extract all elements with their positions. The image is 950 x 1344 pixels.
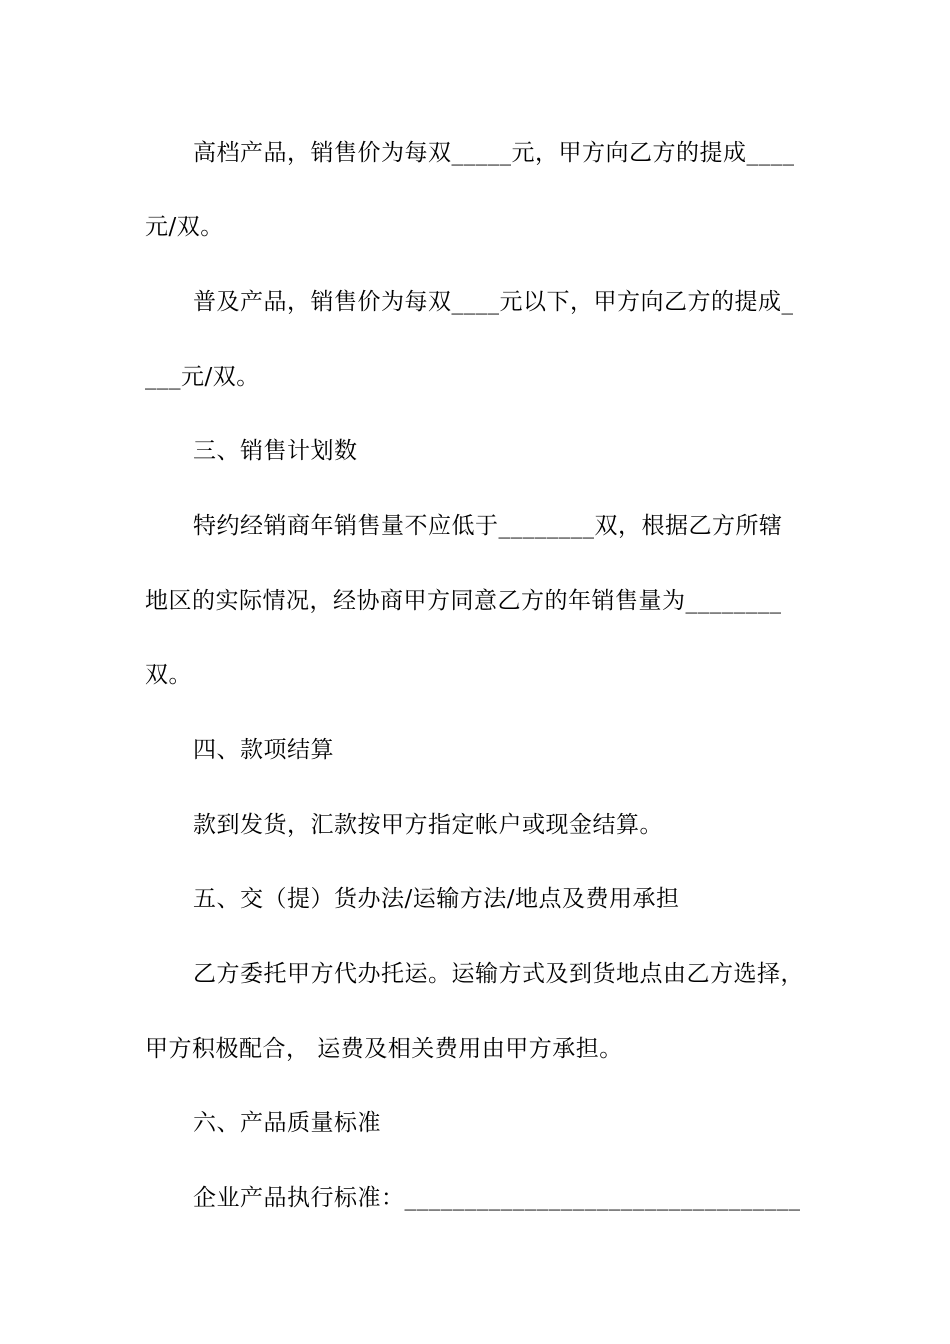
paragraph-premium-product: 高档产品，销售价为每双_____元，甲方向乙方的提成____ — [193, 140, 795, 166]
paragraph-delivery: 乙方委托甲方代办托运。运输方式及到货地点由乙方选择， — [193, 961, 804, 987]
section-heading-delivery: 五、交（提）货办法/运输方法/地点及费用承担 — [193, 886, 680, 912]
paragraph-basic-product-cont: ___元/双。 — [145, 364, 260, 390]
section-heading-sales-plan: 三、销售计划数 — [193, 438, 358, 464]
paragraph-payment: 款到发货，汇款按甲方指定帐户或现金结算。 — [193, 812, 663, 838]
section-heading-quality: 六、产品质量标准 — [193, 1110, 381, 1136]
paragraph-sales-volume: 特约经销商年销售量不应低于________双，根据乙方所辖 — [193, 513, 783, 539]
section-heading-payment: 四、款项结算 — [193, 737, 334, 763]
paragraph-basic-product: 普及产品，销售价为每双____元以下，甲方向乙方的提成_ — [193, 289, 794, 315]
paragraph-sales-volume-cont: 地区的实际情况，经协商甲方同意乙方的年销售量为________ — [145, 588, 782, 614]
paragraph-sales-volume-end: 双。 — [145, 662, 192, 688]
paragraph-delivery-cont: 甲方积极配合， 运费及相关费用由甲方承担。 — [145, 1036, 623, 1062]
paragraph-premium-product-cont: 元/双。 — [145, 214, 224, 240]
paragraph-quality-standard: 企业产品执行标准：_________________________________ — [193, 1185, 801, 1211]
